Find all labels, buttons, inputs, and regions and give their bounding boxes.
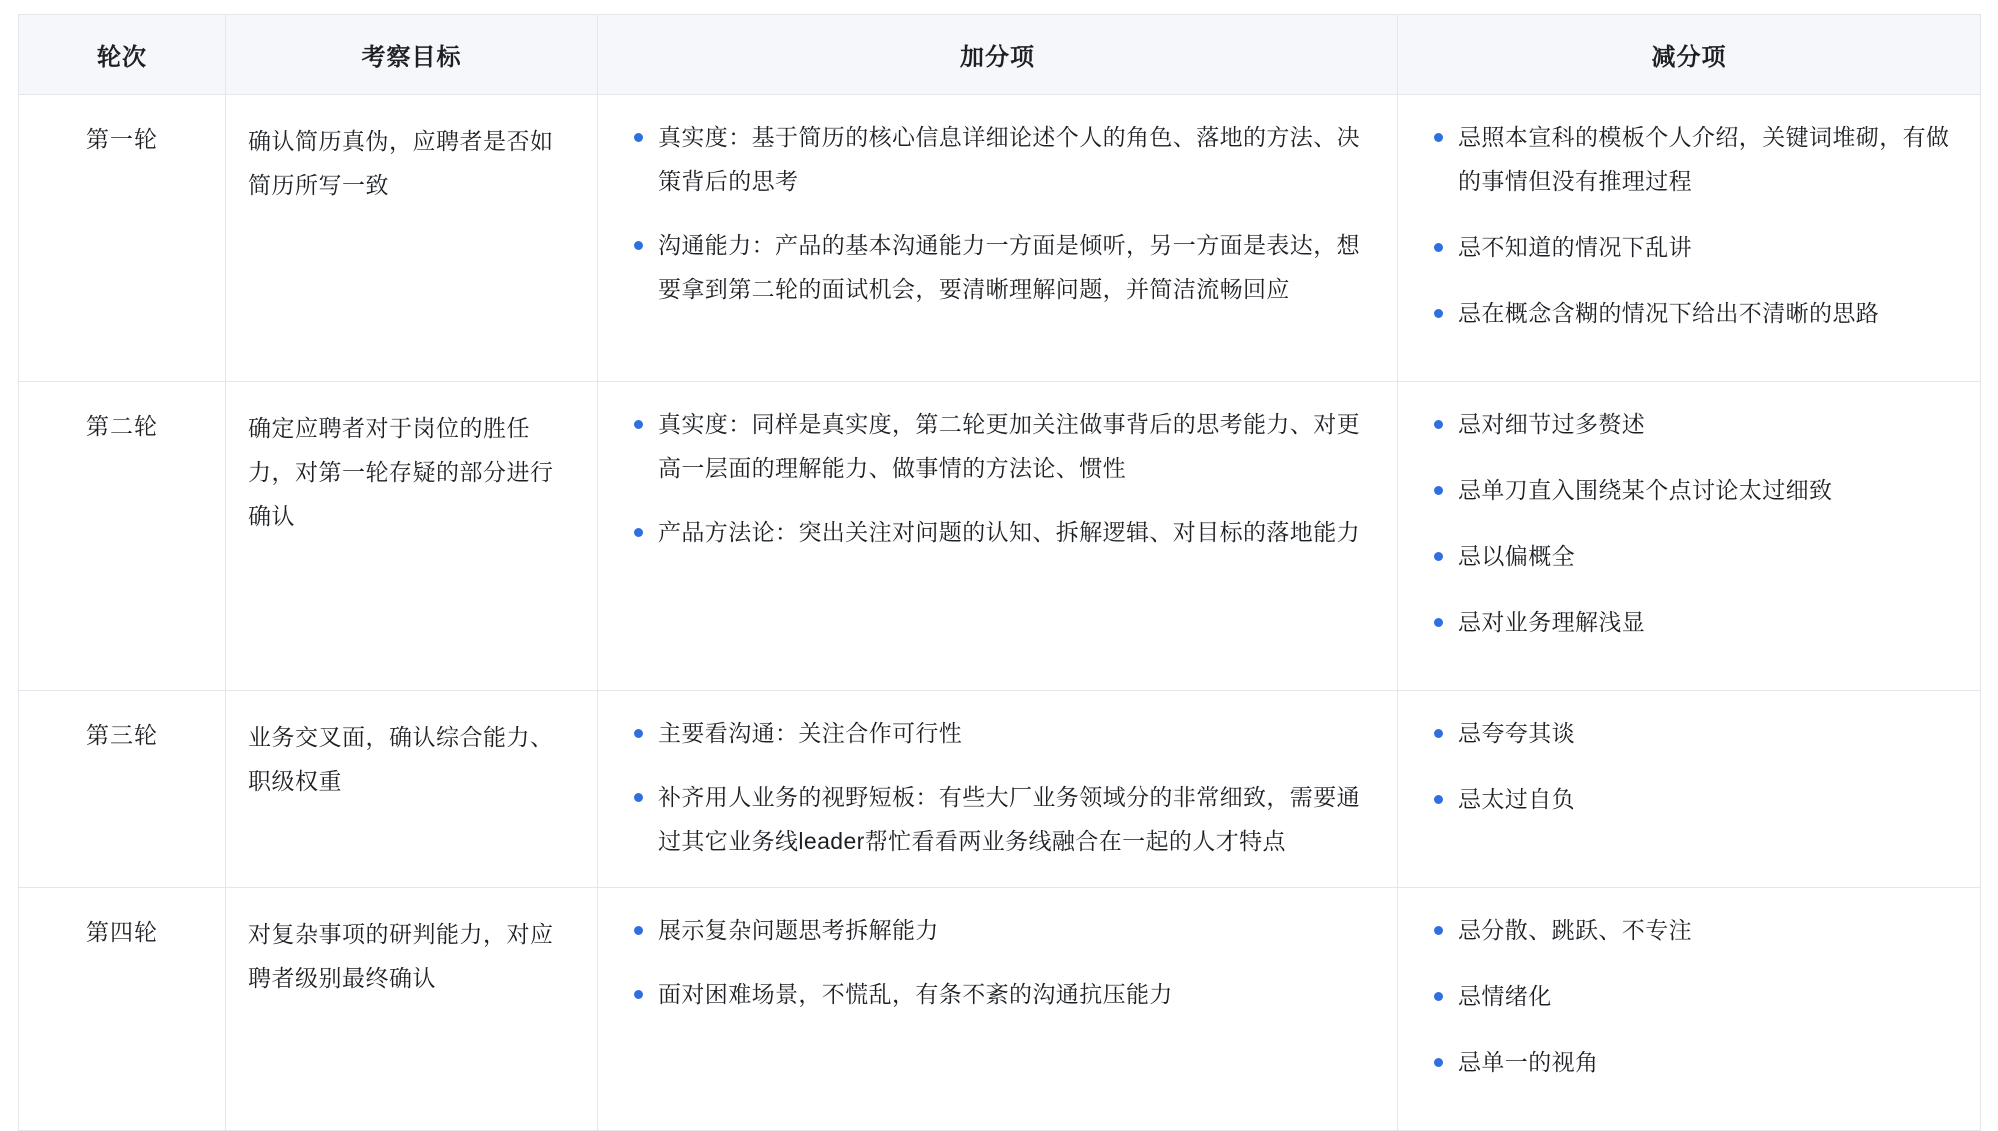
cell-round: 第一轮 [19,95,226,382]
bullet-dot-icon [1434,795,1443,804]
bullet-dot-icon [1434,729,1443,738]
list-item [1420,225,1958,269]
table-row [19,382,1981,691]
cell-round: 第三轮 [19,691,226,888]
minus-list [1420,402,1958,644]
list-item [1420,908,1958,952]
list-item [1420,402,1958,446]
cell-goal: 业务交叉面，确认综合能力、职级权重 [226,691,598,888]
list-item-text: 忌照本宣科的模板个人介绍，关键词堆砌，有做的事情但没有推理过程 [1458,124,1950,194]
list-item [620,402,1375,490]
list-item-text: 忌对细节过多赘述 [1458,411,1646,437]
list-item [1420,291,1958,335]
list-item-text: 忌情绪化 [1458,983,1552,1009]
cell-minus [1398,382,1981,691]
bullet-dot-icon [1434,133,1443,142]
bullet-dot-icon [634,990,643,999]
column-header-round: 轮次 [19,15,226,95]
bullet-dot-icon [634,241,643,250]
bullet-dot-icon [1434,618,1443,627]
list-item [620,908,1375,952]
bullet-dot-icon [1434,552,1443,561]
column-header-goal: 考察目标 [226,15,598,95]
list-item-text: 忌夸夸其谈 [1458,720,1575,746]
list-item [620,223,1375,311]
plus-list [620,402,1375,554]
list-item-text: 面对困难场景，不慌乱，有条不紊的沟通抗压能力 [658,981,1173,1007]
minus-list [1420,711,1958,821]
cell-goal: 确定应聘者对于岗位的胜任力，对第一轮存疑的部分进行确认 [226,382,598,691]
cell-plus [598,888,1398,1131]
list-item [620,115,1375,203]
list-item-text: 展示复杂问题思考拆解能力 [658,917,939,943]
list-item [1420,711,1958,755]
minus-list [1420,908,1958,1084]
plus-list [620,115,1375,311]
cell-plus [598,382,1398,691]
cell-goal: 对复杂事项的研判能力，对应聘者级别最终确认 [226,888,598,1131]
list-item-text: 真实度：同样是真实度，第二轮更加关注做事背后的思考能力、对更高一层面的理解能力、做事情的方法论、惯性 [658,411,1360,481]
bullet-dot-icon [1434,243,1443,252]
list-item-text: 忌单一的视角 [1458,1049,1599,1075]
list-item-text: 忌对业务理解浅显 [1458,609,1646,635]
table-body [19,95,1981,1131]
bullet-dot-icon [634,420,643,429]
list-item-text: 忌在概念含糊的情况下给出不清晰的思路 [1458,300,1880,326]
bullet-dot-icon [1434,309,1443,318]
list-item-text: 补齐用人业务的视野短板：有些大厂业务领域分的非常细致，需要通过其它业务线leader帮忙看看两业务线融合在一起的人才特点 [658,784,1360,854]
list-item [1420,115,1958,203]
table-row [19,691,1981,888]
bullet-dot-icon [1434,992,1443,1001]
list-item-text: 忌分散、跳跃、不专注 [1458,917,1692,943]
cell-goal: 确认简历真伪，应聘者是否如简历所写一致 [226,95,598,382]
list-item-text: 忌以偏概全 [1458,543,1575,569]
list-item [1420,777,1958,821]
table-header [19,15,1981,95]
bullet-dot-icon [1434,1058,1443,1067]
list-item-text: 忌太过自负 [1458,786,1575,812]
cell-round: 第二轮 [19,382,226,691]
list-item-text: 沟通能力：产品的基本沟通能力一方面是倾听，另一方面是表达，想要拿到第二轮的面试机会，要清晰理解问题，并简洁流畅回应 [658,232,1360,302]
list-item [620,775,1375,863]
bullet-dot-icon [1434,926,1443,935]
cell-round: 第四轮 [19,888,226,1131]
list-item [1420,600,1958,644]
column-header-minus: 减分项 [1398,15,1981,95]
list-item-text: 忌不知道的情况下乱讲 [1458,234,1692,260]
table-row [19,888,1981,1131]
bullet-dot-icon [1434,486,1443,495]
table-header-row [19,15,1981,95]
bullet-dot-icon [634,729,643,738]
list-item-text: 真实度：基于简历的核心信息详细论述个人的角色、落地的方法、决策背后的思考 [658,124,1360,194]
minus-list [1420,115,1958,335]
cell-plus [598,95,1398,382]
cell-minus [1398,95,1981,382]
column-header-plus: 加分项 [598,15,1398,95]
list-item [620,510,1375,554]
list-item [620,711,1375,755]
list-item [1420,534,1958,578]
list-item-text: 忌单刀直入围绕某个点讨论太过细致 [1458,477,1833,503]
cell-minus [1398,888,1981,1131]
list-item [1420,1040,1958,1084]
bullet-dot-icon [634,133,643,142]
list-item-text: 主要看沟通：关注合作可行性 [658,720,963,746]
plus-list [620,908,1375,1016]
cell-plus [598,691,1398,888]
cell-minus [1398,691,1981,888]
table-row [19,95,1981,382]
bullet-dot-icon [1434,420,1443,429]
plus-list [620,711,1375,863]
list-item [1420,974,1958,1018]
bullet-dot-icon [634,793,643,802]
interview-rounds-table [18,14,1981,1131]
bullet-dot-icon [634,528,643,537]
list-item [620,972,1375,1016]
bullet-dot-icon [634,926,643,935]
list-item [1420,468,1958,512]
list-item-text: 产品方法论：突出关注对问题的认知、拆解逻辑、对目标的落地能力 [658,519,1360,545]
